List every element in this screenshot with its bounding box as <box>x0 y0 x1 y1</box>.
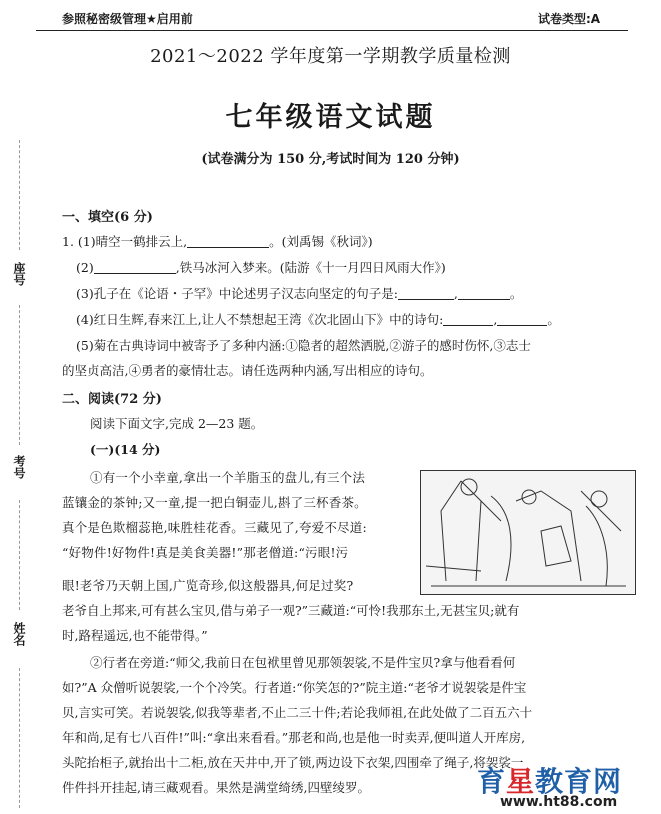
passage-line: 贝,言实可笑。若说袈裟,似我等辈者,不止二三十件;若论我师祖,在此处做了二百五六十 <box>62 705 533 720</box>
seat-number-label: 座号 <box>12 262 26 286</box>
reading-instruction: 阅读下面文字,完成 2—23 题。 <box>90 416 264 431</box>
answer-blank[interactable] <box>398 287 454 300</box>
passage-line: 老爷自上邦来,可有甚么宝贝,借与弟子一观?”三藏道:“可怜!我那东土,无甚宝贝;就有 <box>62 603 520 618</box>
question-item: (3)孔子在《论语・子罕》中论述男子汉志向坚定的句子是: , 。 <box>76 286 523 301</box>
passage-line: 时,路程遥远,也不能带得。” <box>62 628 208 643</box>
passage-line: 蓝镶金的茶钟;又一童,提一把白铜壶儿,斟了三杯香茶。 <box>62 495 367 510</box>
question-text: 的坚贞高洁,④勇者的豪情壮志。请任选两种内涵,写出相应的诗句。 <box>62 363 433 378</box>
exam-title: 七年级语文试题 <box>225 102 436 133</box>
passage-line: 如?”A 众僧听说袈裟,一个个冷笑。行者道:“你笑怎的?”院主道:“老爷才说袈裟是件宝 <box>62 680 527 695</box>
answer-blank[interactable] <box>443 313 493 326</box>
part-label: (一)(14 分) <box>90 442 161 457</box>
passage-line: 头陀抬柜子,就抬出十二柜,放在天井中,开了锁,两边设下衣架,四围牵了绳子,将袈裟一 <box>62 755 524 770</box>
passage-line: “好物件!好物件!真是美食美器!”那老僧道:“污眼!污 <box>62 545 349 560</box>
binding-line <box>19 500 20 610</box>
question-item: 1. (1)晴空一鹤排云上, 。(刘禹锡《秋词》) <box>62 234 373 249</box>
passage-line: 眼!老爷乃天朝上国,广览奇珍,似这般器具,何足过奖? <box>62 578 354 593</box>
binding-line <box>19 140 20 250</box>
exam-number-label: 考号 <box>12 455 26 479</box>
name-label: 姓名 <box>12 622 26 646</box>
section-heading: 一、填空(6 分) <box>62 210 153 225</box>
binding-line <box>19 305 20 445</box>
passage-line: 件件抖开挂起,请三藏观看。果然是满堂绮绣,四壁绫罗。 <box>62 780 370 795</box>
question-item: (4)红日生辉,春来江上,让人不禁想起王湾《次北固山下》中的诗句: , 。 <box>76 312 560 327</box>
question-text: (5)菊在古典诗词中被寄予了多种内涵:①隐者的超然洒脱,②游子的感时伤怀,③志士 <box>76 338 531 353</box>
passage-line: ②行者在旁道:“师父,我前日在包袱里曾见那领袈裟,不是件宝贝?拿与他看看何 <box>90 655 516 670</box>
section-heading: 二、阅读(72 分) <box>62 392 162 407</box>
secrecy-label: 参照秘密级管理★启用前 <box>62 12 193 26</box>
story-illustration <box>420 470 636 595</box>
binding-line <box>19 668 20 808</box>
header-rule <box>36 30 628 31</box>
answer-blank[interactable] <box>458 287 510 300</box>
question-item: (2) ,铁马冰河入梦来。(陆游《十一月四日风雨大作》) <box>76 260 446 275</box>
passage-line: 年和尚,足有七八百件!”叫:“拿出来看看。”那老和尚,也是他一时卖弄,便叫道人开库房, <box>62 730 526 745</box>
paper-type-label: 试卷类型:A <box>538 12 601 26</box>
passage-line: ①有一个小幸童,拿出一个羊脂玉的盘儿,有三个法 <box>90 470 366 485</box>
passage-line: 真个是色欺榴蕊艳,味胜桂花香。三藏见了,夸爱不尽道: <box>62 520 367 535</box>
answer-blank[interactable] <box>497 313 547 326</box>
exam-note: (试卷满分为 150 分,考试时间为 120 分钟) <box>201 152 460 167</box>
answer-blank[interactable] <box>94 261 176 274</box>
exam-subtitle: 2021～2022 学年度第一学期教学质量检测 <box>150 46 511 67</box>
answer-blank[interactable] <box>187 235 269 248</box>
illustration-drawing <box>421 471 635 594</box>
site-watermark-url: www.ht88.com <box>500 794 618 810</box>
site-watermark: 育星教育网 <box>477 765 623 798</box>
